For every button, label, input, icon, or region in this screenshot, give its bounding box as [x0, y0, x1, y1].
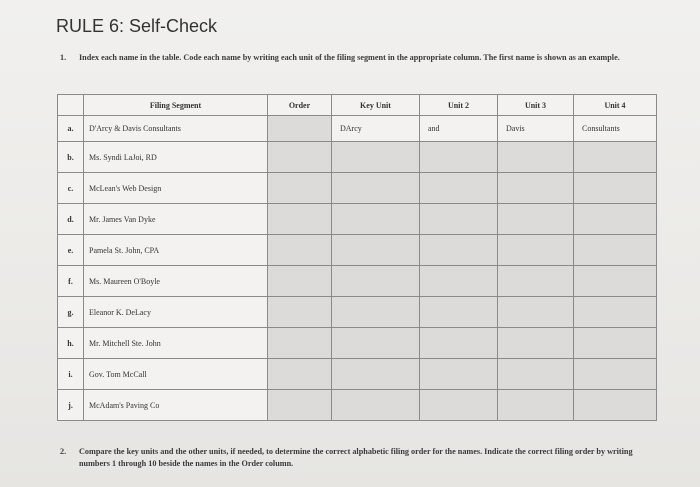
row-letter: j.	[58, 390, 84, 421]
unit-3-cell[interactable]	[498, 390, 574, 421]
order-cell[interactable]	[268, 116, 332, 142]
key-unit-cell[interactable]	[332, 328, 420, 359]
instruction-1	[60, 52, 660, 64]
row-letter: b.	[58, 142, 84, 173]
filing-segment-cell: McLean's Web Design	[84, 173, 268, 204]
filing-segment-cell: D'Arcy & Davis Consultants	[84, 116, 268, 142]
order-cell[interactable]	[268, 359, 332, 390]
header-unit-3: Unit 3	[498, 95, 574, 116]
table-header-row	[58, 95, 657, 116]
table-row	[58, 266, 657, 297]
order-cell[interactable]	[268, 328, 332, 359]
key-unit-cell[interactable]	[332, 142, 420, 173]
unit-2-cell[interactable]	[420, 204, 498, 235]
unit-2-cell[interactable]	[420, 266, 498, 297]
header-unit-4: Unit 4	[574, 95, 657, 116]
filing-segment-cell: McAdam's Paving Co	[84, 390, 268, 421]
order-cell[interactable]	[268, 173, 332, 204]
header-order: Order	[268, 95, 332, 116]
header-letter	[58, 95, 84, 116]
filing-segment-cell: Ms. Syndi LaJoi, RD	[84, 142, 268, 173]
key-unit-cell[interactable]	[332, 173, 420, 204]
table-row	[58, 142, 657, 173]
unit-2-cell[interactable]	[420, 328, 498, 359]
order-cell[interactable]	[268, 204, 332, 235]
key-unit-cell[interactable]	[332, 266, 420, 297]
filing-segment-cell: Gov. Tom McCall	[84, 359, 268, 390]
unit-3-cell[interactable]	[498, 204, 574, 235]
unit-3-cell[interactable]	[498, 359, 574, 390]
table-row	[58, 204, 657, 235]
unit-2-cell[interactable]	[420, 142, 498, 173]
table-row	[58, 328, 657, 359]
instruction-2-number: 2.	[60, 447, 67, 456]
row-letter: e.	[58, 235, 84, 266]
unit-3-cell[interactable]	[498, 297, 574, 328]
instruction-2-text: Compare the key units and the other units, if needed, to determine the correct alphabetic filing order for the names. Indicate the correct filing order by writing numbers 1 through 10 beside the names in the Order column.	[79, 447, 633, 468]
unit-4-cell[interactable]	[574, 359, 657, 390]
instruction-1-number: 1.	[60, 53, 67, 62]
table-row	[58, 359, 657, 390]
row-letter: g.	[58, 297, 84, 328]
order-cell[interactable]	[268, 235, 332, 266]
key-unit-cell[interactable]	[332, 359, 420, 390]
header-filing-segment: Filing Segment	[84, 95, 268, 116]
key-unit-cell[interactable]	[332, 204, 420, 235]
filing-segment-cell: Eleanor K. DeLacy	[84, 297, 268, 328]
row-letter: d.	[58, 204, 84, 235]
unit-3-cell[interactable]	[498, 173, 574, 204]
row-letter: f.	[58, 266, 84, 297]
instruction-1-text: Index each name in the table. Code each name by writing each unit of the filing segment in the appropriate column. The first name is shown as an example.	[79, 53, 620, 62]
unit-2-cell[interactable]	[420, 235, 498, 266]
header-unit-2: Unit 2	[420, 95, 498, 116]
filing-segment-cell: Mr. James Van Dyke	[84, 204, 268, 235]
unit-2-cell[interactable]	[420, 359, 498, 390]
order-cell[interactable]	[268, 390, 332, 421]
unit-3-cell[interactable]	[498, 266, 574, 297]
unit-3-cell[interactable]	[498, 142, 574, 173]
key-unit-cell[interactable]	[332, 297, 420, 328]
key-unit-cell[interactable]	[332, 235, 420, 266]
unit-4-cell[interactable]	[574, 204, 657, 235]
row-letter: h.	[58, 328, 84, 359]
unit-4-cell[interactable]	[574, 266, 657, 297]
unit-4-cell[interactable]	[574, 142, 657, 173]
unit-2-cell[interactable]	[420, 297, 498, 328]
unit-4-cell: Consultants	[574, 116, 657, 142]
table-row	[58, 235, 657, 266]
unit-4-cell[interactable]	[574, 328, 657, 359]
unit-4-cell[interactable]	[574, 235, 657, 266]
key-unit-cell[interactable]	[332, 390, 420, 421]
order-cell[interactable]	[268, 266, 332, 297]
row-letter: c.	[58, 173, 84, 204]
unit-3-cell[interactable]	[498, 235, 574, 266]
order-cell[interactable]	[268, 142, 332, 173]
unit-4-cell[interactable]	[574, 390, 657, 421]
unit-4-cell[interactable]	[574, 173, 657, 204]
filing-segment-cell: Pamela St. John, CPA	[84, 235, 268, 266]
instruction-2	[60, 446, 660, 470]
filing-segment-cell: Mr. Mitchell Ste. John	[84, 328, 268, 359]
order-cell[interactable]	[268, 297, 332, 328]
table-row-example	[58, 116, 657, 142]
filing-segment-cell: Ms. Maureen O'Boyle	[84, 266, 268, 297]
table-row	[58, 173, 657, 204]
unit-2-cell[interactable]	[420, 390, 498, 421]
filing-table	[57, 94, 657, 421]
row-letter: i.	[58, 359, 84, 390]
unit-2-cell[interactable]	[420, 173, 498, 204]
page-title: RULE 6: Self-Check	[56, 16, 218, 36]
row-letter: a.	[58, 116, 84, 142]
table-row	[58, 297, 657, 328]
table-row	[58, 390, 657, 421]
unit-4-cell[interactable]	[574, 297, 657, 328]
unit-2-cell: and	[420, 116, 498, 142]
key-unit-cell: DArcy	[332, 116, 420, 142]
header-key-unit: Key Unit	[332, 95, 420, 116]
unit-3-cell[interactable]	[498, 328, 574, 359]
unit-3-cell: Davis	[498, 116, 574, 142]
